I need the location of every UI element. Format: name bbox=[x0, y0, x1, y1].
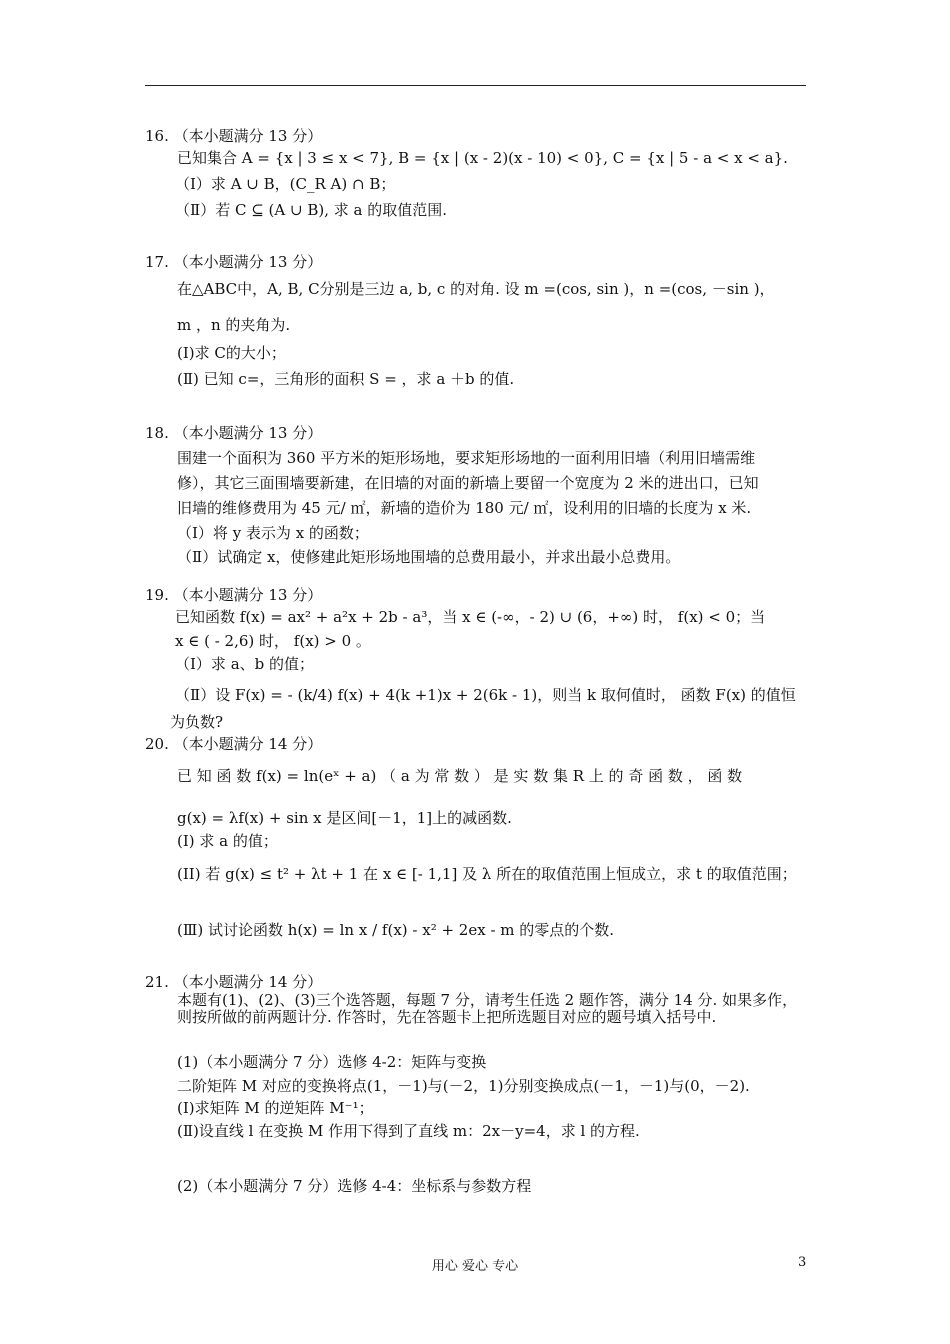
q17-statement: 在△ABC中，A, B, C分别是三边 a, b, c 的对角. 设 m =(cos, sin )，n =(cos, －sin )， bbox=[177, 280, 775, 298]
q16-part2: （Ⅱ）若 C ⊆ (A ∪ B), 求 a 的取值范围. bbox=[175, 201, 447, 219]
q19-statement-1: 已知函数 f(x) = ax² + a²x + 2b - a³，当 x ∈ (-∞，- 2) ∪ (6，+∞) 时， f(x) < 0；当 bbox=[175, 608, 766, 626]
q19-statement-2: x ∈ ( - 2,6) 时， f(x) > 0 。 bbox=[175, 632, 371, 650]
q19-part2-continued: 为负数? bbox=[170, 713, 224, 731]
q21-statement-2: 则按所做的前两题计分. 作答时，先在答题卡上把所选题目对应的题号填入括号中. bbox=[177, 1008, 717, 1026]
q20-part2: (II) 若 g(x) ≤ t² + λt + 1 在 x ∈ [- 1,1] 及 λ 所在的取值范围上恒成立，求 t 的取值范围； bbox=[177, 865, 797, 883]
q17-part2: (Ⅱ) 已知 c=，三角形的面积 S = ，求 a ＋b 的值. bbox=[177, 370, 515, 388]
q20-statement-2: g(x) = λf(x) + sin x 是区间[－1，1]上的减函数. bbox=[177, 809, 512, 827]
q21-sub1-part2: (Ⅱ)设直线 l 在变换 M 作用下得到了直线 m：2x－y=4，求 l 的方程. bbox=[177, 1122, 640, 1140]
q16-statement: 已知集合 A = {x | 3 ≤ x < 7}, B = {x | (x - 2)(x - 10) < 0}, C = {x | 5 - a < x < a}. bbox=[177, 149, 788, 167]
q20-header: 20. （本小题满分 14 分） bbox=[145, 735, 323, 753]
q21-sub1-part1: (Ⅰ)求矩阵 M 的逆矩阵 M⁻¹； bbox=[177, 1099, 374, 1117]
q17-header: 17. （本小题满分 13 分） bbox=[145, 253, 323, 271]
q20-part1: (I) 求 a 的值； bbox=[177, 832, 278, 850]
q16-header: 16. （本小题满分 13 分） bbox=[145, 127, 323, 145]
q20-part3: (Ⅲ) 试讨论函数 h(x) = ln x / f(x) - x² + 2ex - m 的零点的个数. bbox=[177, 921, 615, 939]
q21-sub2-title: (2)（本小题满分 7 分）选修 4-4：坐标系与参数方程 bbox=[177, 1177, 532, 1195]
q21-header: 21. （本小题满分 14 分） bbox=[145, 973, 323, 991]
q19-part2: （Ⅱ）设 F(x) = - (k/4) f(x) + 4(k +1)x + 2(6k - 1)，则当 k 取何值时， 函数 F(x) 的值恒 bbox=[175, 686, 796, 704]
page-footer: 用心 爱心 专心 bbox=[431, 1259, 519, 1274]
header-rule bbox=[145, 85, 806, 86]
q17-part1: (Ⅰ)求 C的大小； bbox=[177, 344, 286, 362]
q18-statement-2: 修），其它三面围墙要新建，在旧墙的对面的新墙上要留一个宽度为 2 米的进出口，已知 bbox=[177, 474, 759, 492]
q18-part2: （Ⅱ）试确定 x，使修建此矩形场地围墙的总费用最小，并求出最小总费用。 bbox=[177, 548, 681, 566]
q21-statement-1: 本题有(1)、(2)、(3)三个选答题，每题 7 分，请考生任选 2 题作答，满分 14 分. 如果多作， bbox=[177, 991, 798, 1009]
q18-statement-1: 围建一个面积为 360 平方米的矩形场地，要求矩形场地的一面利用旧墙（利用旧墙需维 bbox=[177, 449, 756, 467]
q18-statement-3: 旧墙的维修费用为 45 元/ ㎡，新墙的造价为 180 元/ ㎡，设利用的旧墙的长度为 x 米. bbox=[177, 499, 752, 517]
q18-header: 18. （本小题满分 13 分） bbox=[145, 424, 323, 442]
q19-header: 19. （本小题满分 13 分） bbox=[145, 586, 323, 604]
q21-sub1-statement: 二阶矩阵 M 对应的变换将点(1，－1)与(－2，1)分别变换成点(－1，－1)与(0，－2). bbox=[177, 1077, 750, 1095]
q16-part1: （Ⅰ）求 A ∪ B，(C_R A) ∩ B； bbox=[175, 175, 396, 193]
q19-part1: （Ⅰ）求 a、b 的值； bbox=[175, 655, 315, 673]
q18-part1: （Ⅰ）将 y 表示为 x 的函数； bbox=[177, 524, 369, 542]
page-number: 3 bbox=[798, 1255, 807, 1270]
q17-statement-2: m ，n 的夹角为. bbox=[177, 316, 291, 334]
q21-sub1-title: (1)（本小题满分 7 分）选修 4-2：矩阵与变换 bbox=[177, 1053, 487, 1071]
q20-statement-1: 已 知 函 数 f(x) = ln(eˣ + a) （ a 为 常 数 ） 是 实 数 集 R 上 的 奇 函 数 ， 函 数 bbox=[177, 767, 743, 785]
